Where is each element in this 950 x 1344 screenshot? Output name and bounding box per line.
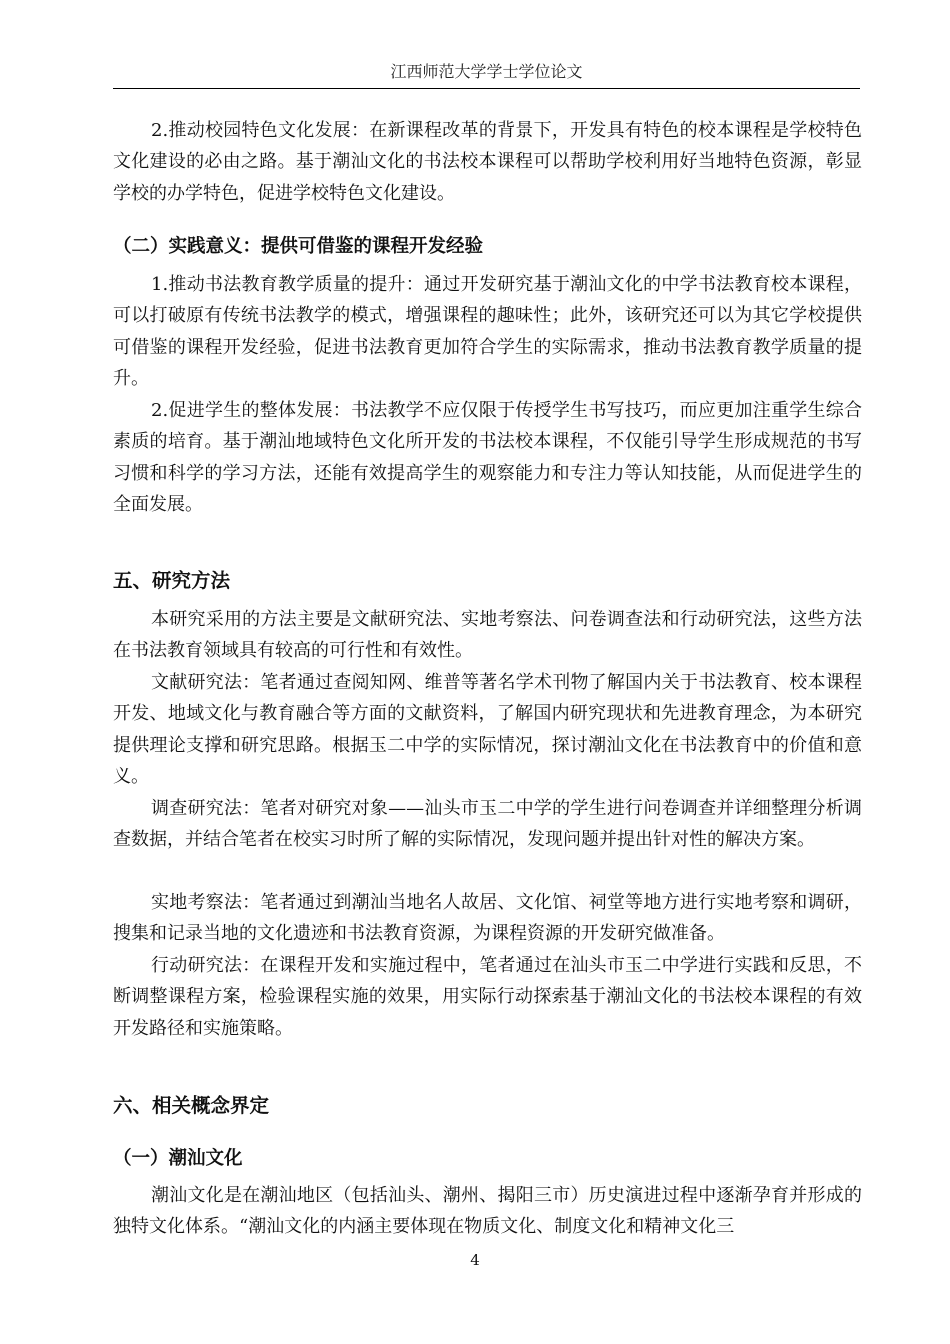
header-rule xyxy=(113,88,860,89)
paragraph-teaching-quality: 1.推动书法教育教学质量的提升：通过开发研究基于潮汕文化的中学书法教育校本课程，可以打破原有传统书法教学的模式，增强课程的趣味性；此外，该研究还可以为其它学校提供可借鉴的课程开发经验，促进书法教育更加符合学生的实际需求，推动书法教育教学质量的提升。 xyxy=(113,274,862,390)
chapter-heading-research-methods: 五、研究方法 xyxy=(113,569,231,592)
paragraph-field-method: 实地考察法：笔者通过到潮汕当地名人故居、文化馆、祠堂等地方进行实地考察和调研，搜集和记录当地的文化遗迹和书法教育资源，为课程资源的开发研究做准备。 xyxy=(113,892,862,945)
paragraph-literature-method: 文献研究法：笔者通过查阅知网、维普等著名学术刊物了解国内关于书法教育、校本课程开发、地域文化与教育融合等方面的文献资料，了解国内研究现状和先进教育理念，为本研究提供理论支撑和研究思路。根据玉二中学的实际情况，探讨潮汕文化在书法教育中的价值和意义。 xyxy=(113,672,862,788)
chapter-heading-concepts: 六、相关概念界定 xyxy=(113,1094,270,1117)
section-heading-chaoshan-culture: （一）潮汕文化 xyxy=(113,1148,243,1169)
section-heading-practical-significance: （二）实践意义：提供可借鉴的课程开发经验 xyxy=(113,236,484,257)
paragraph-campus-culture: 2.推动校园特色文化发展：在新课程改革的背景下，开发具有特色的校本课程是学校特色文化建设的必由之路。基于潮汕文化的书法校本课程可以帮助学校利用好当地特色资源，彰显学校的办学特色，促进学校特色文化建设。 xyxy=(113,120,862,204)
paragraph-student-development: 2.促进学生的整体发展：书法教学不应仅限于传授学生书写技巧，而应更加注重学生综合素质的培育。基于潮汕地域特色文化所开发的书法校本课程，不仅能引导学生形成规范的书写习惯和科学的学习方法，还能有效提高学生的观察能力和专注力等认知技能，从而促进学生的全面发展。 xyxy=(113,400,862,516)
paragraph-methods-overview: 本研究采用的方法主要是文献研究法、实地考察法、问卷调查法和行动研究法，这些方法在书法教育领域具有较高的可行性和有效性。 xyxy=(113,609,862,662)
paragraph-action-method: 行动研究法：在课程开发和实施过程中，笔者通过在汕头市玉二中学进行实践和反思，不断调整课程方案，检验课程实施的效果，用实际行动探索基于潮汕文化的书法校本课程的有效开发路径和实施策略。 xyxy=(113,955,862,1039)
paragraph-survey-method: 调查研究法：笔者对研究对象——汕头市玉二中学的学生进行问卷调查并详细整理分析调查数据，并结合笔者在校实习时所了解的实际情况，发现问题并提出针对性的解决方案。 xyxy=(113,798,862,851)
paragraph-chaoshan-definition: 潮汕文化是在潮汕地区（包括汕头、潮州、揭阳三市）历史演进过程中逐渐孕育并形成的独特文化体系。“潮汕文化的内涵主要体现在物质文化、制度文化和精神文化三 xyxy=(113,1185,862,1238)
page-number: 4 xyxy=(470,1251,480,1269)
running-header: 江西师范大学学士学位论文 xyxy=(390,62,583,81)
